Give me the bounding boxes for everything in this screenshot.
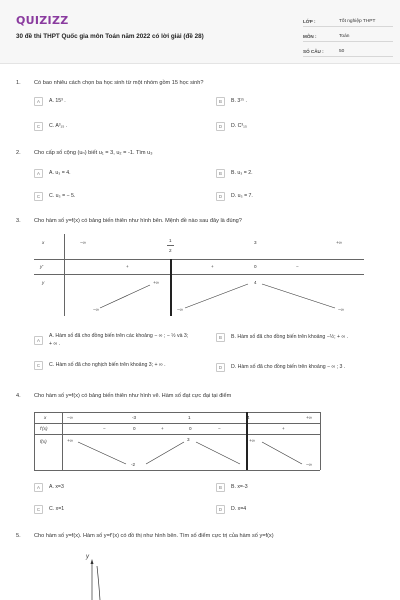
sign: − — [218, 426, 221, 431]
worksheet-title: 30 đề thi THPT Quốc gia môn Toán năm 2022 có lời giải (đề 28) — [16, 33, 204, 40]
row-label-y: y — [42, 280, 45, 285]
row-label-x: x — [44, 415, 47, 420]
option-text: A. Hàm số đã cho đồng biến trên các khoảng − ∞ ; − ½ và 3; + ∞ . — [49, 333, 189, 347]
y-value: -2 — [131, 462, 136, 467]
y-value: +∞ — [249, 438, 255, 443]
option-letter: B — [216, 169, 225, 178]
x-value: -3 — [132, 415, 137, 420]
question-number: 2. — [16, 150, 21, 156]
x-value-denominator: 2 — [169, 248, 172, 253]
quizizz-logo[interactable]: QUIZIZZ — [16, 14, 69, 27]
y-value: −∞ — [177, 307, 183, 312]
y-value: +∞ — [153, 280, 159, 285]
sign: + — [282, 426, 285, 431]
question-number: 4. — [16, 393, 21, 399]
row-label-derivative: y' — [40, 264, 44, 269]
sign: 0 — [189, 426, 192, 431]
option-text: D. u₃ = 7. — [231, 192, 253, 199]
question-text: Cho cấp số cộng (uₙ) biết u₁ = 3, u₂ = -1. Tìm u₃ — [34, 150, 153, 156]
option-text: A. 15³ . — [49, 97, 66, 104]
x-value: +∞ — [306, 415, 312, 420]
x-value: 3 — [254, 240, 257, 245]
y-value: −∞ — [93, 307, 99, 312]
question-text: Có bao nhiêu cách chọn ba học sinh từ một nhóm gồm 15 học sinh? — [34, 80, 204, 86]
option-letter: D — [216, 192, 225, 201]
option-text: A. u₃ = 4. — [49, 169, 71, 176]
option-letter: C — [34, 122, 43, 131]
question-text: Cho hàm số y=f(x). Hàm số y=f'(x) có đồ thị như hình bên. Tìm số điểm cực trị của hàm số y=f(x) — [34, 533, 274, 539]
sign: + — [211, 264, 214, 269]
option-letter: B — [216, 483, 225, 492]
sign: + — [126, 264, 129, 269]
y-value: +∞ — [67, 438, 73, 443]
sign: 0 — [254, 264, 257, 269]
option-letter: B — [216, 97, 225, 106]
option-text: C. Hàm số đã cho nghịch biến trên khoảng 3; + ∞ . — [49, 361, 166, 368]
option-text: B. 3¹⁵ . — [231, 97, 247, 104]
meta-value: Tốt nghiệp THPT — [339, 19, 376, 24]
derivative-curve — [97, 566, 100, 600]
y-value: −∞ — [338, 307, 344, 312]
meta-label: LỚP : — [303, 19, 316, 24]
sign: − — [296, 264, 299, 269]
x-value-numerator: 1 — [169, 238, 172, 243]
x-value: −∞ — [67, 415, 73, 420]
option-text: D. x=4 — [231, 505, 247, 512]
row-label-derivative: f'(x) — [40, 426, 48, 431]
question-number: 3. — [16, 218, 21, 224]
option-text: A. x=3 — [49, 483, 64, 490]
y-value: 4 — [254, 280, 257, 285]
option-letter: C — [34, 192, 43, 201]
option-text: C. A³₁₅ . — [49, 122, 68, 129]
row-label-x: x — [42, 240, 45, 245]
option-letter: C — [34, 361, 43, 370]
y-value: 3 — [187, 437, 190, 442]
y-axis-arrowhead — [91, 559, 94, 564]
meta-value: Toán — [339, 34, 350, 39]
option-text: C. u₃ = − 5. — [49, 192, 76, 199]
option-letter: D — [216, 505, 225, 514]
option-text: B. Hàm số đã cho đồng biến trên khoảng −½; + ∞ . — [231, 333, 349, 340]
option-letter: C — [34, 505, 43, 514]
row-label-fx: f(x) — [40, 439, 47, 444]
x-value: 1 — [188, 415, 191, 420]
option-text: D. Hàm số đã cho đồng biến trên khoảng − ∞ ; 3 . — [231, 363, 346, 370]
sign: − — [103, 426, 106, 431]
meta-label: SỐ CÂU : — [303, 49, 324, 54]
sign: + — [161, 426, 164, 431]
meta-value: 50 — [339, 49, 345, 54]
sign: 0 — [133, 426, 136, 431]
option-letter: D — [216, 363, 225, 372]
option-text: B. x=-3 — [231, 483, 248, 490]
question-text: Cho hàm số y=f(x) có bảng biến thiên như hình vẽ. Hàm số đạt cực đại tại điểm — [34, 393, 232, 399]
question-text: Cho hàm số y=f(x) có bảng biến thiên như hình bên. Mệnh đề nào sau đây là đúng? — [34, 218, 242, 224]
x-value: −∞ — [80, 240, 86, 245]
option-letter: A — [34, 483, 43, 492]
option-text: B. u₃ = 2. — [231, 169, 253, 176]
option-letter: A — [34, 169, 43, 178]
option-letter: B — [216, 333, 225, 342]
option-text: D. C³₁₅ — [231, 122, 247, 129]
question-number: 1. — [16, 80, 21, 86]
option-letter: A — [34, 336, 43, 345]
x-value: +∞ — [336, 240, 342, 245]
question-number: 5. — [16, 533, 21, 539]
graph-axis-label-y: y — [86, 554, 89, 560]
y-value: −∞ — [306, 462, 312, 467]
option-letter: D — [216, 122, 225, 131]
meta-label: MÔN : — [303, 34, 317, 39]
option-text: C. x=1 — [49, 505, 65, 512]
x-value: 4 — [247, 415, 250, 420]
option-letter: A — [34, 97, 43, 106]
